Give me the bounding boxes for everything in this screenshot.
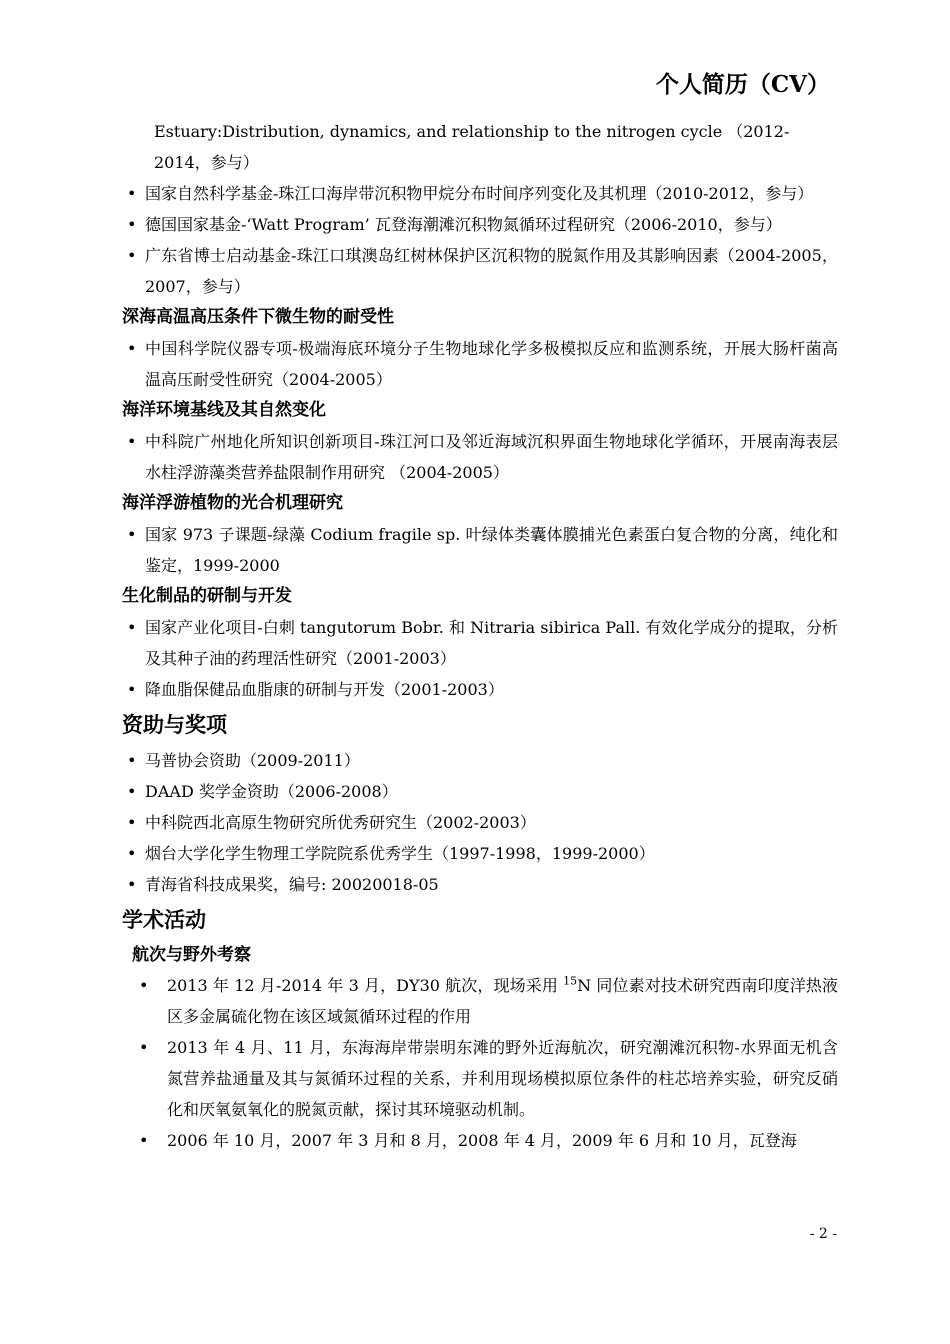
list-item: • 中国科学院仪器专项-极端海底环境分子生物地球化学多极模拟反应和监测系统，开展大肠杆菌高温高压耐受性研究（2004-2005）: [122, 333, 838, 395]
page-number: - 2 -: [809, 1226, 837, 1242]
list-item: • 降血脂保健品血脂康的研制与开发（2001-2003）: [122, 674, 838, 705]
list-item: • 中科院广州地化所知识创新项目-珠江河口及邻近海域沉积界面生物地球化学循环，开展南海表层水柱浮游藻类营养盐限制作用研究 （2004-2005）: [122, 426, 838, 488]
item-text: N 同位素对技术研究西南印度洋热液区多金属硫化物在该区域氮循环过程的作用: [167, 976, 838, 1026]
section-heading: 海洋环境基线及其自然变化: [122, 400, 326, 420]
cruise-list: [122, 970, 838, 1156]
list-item: • 国家 973 子课题-绿藻 Codium fragile sp. 叶绿体类囊体膜捕光色素蛋白复合物的分离，纯化和鉴定，1999-2000: [122, 519, 838, 581]
project-list: [122, 178, 838, 302]
awards-list: [122, 745, 838, 900]
list-item: • 青海省科技成果奖，编号: 20020018-05: [122, 869, 838, 900]
page-header-title: 个人简历（CV）: [655, 71, 830, 98]
list-item: • 烟台大学化学生物理工学院院系优秀学生（1997-1998，1999-2000）: [122, 838, 838, 869]
section-heading: 深海高温高压条件下微生物的耐受性: [122, 307, 394, 327]
section-list: [122, 612, 838, 705]
list-item: • DAAD 奖学金资助（2006-2008）: [122, 776, 838, 807]
list-item: • 德国国家基金-‘Watt Program’ 瓦登海潮滩沉积物氮循环过程研究（2006-2010，参与）: [122, 209, 838, 240]
document-body: [122, 116, 838, 1156]
list-item: • 马普协会资助（2009-2011）: [122, 745, 838, 776]
list-item: • 国家自然科学基金-珠江口海岸带沉积物甲烷分布时间序列变化及其机理（2010-2012，参与）: [122, 178, 838, 209]
list-item: • 2013 年 4 月、11 月，东海海岸带崇明东滩的野外近海航次，研究潮滩沉积物-水界面无机含氮营养盐通量及其与氮循环过程的关系，并利用现场模拟原位条件的柱芯培养实验，研究反硝化和厌氧氨氧化的脱氮贡献，探讨其环境驱动机制。: [122, 1032, 838, 1125]
list-item: [122, 970, 838, 1032]
item-text: 2013 年 12 月-2014 年 3 月，DY30 航次，现场采用: [167, 976, 564, 995]
section-heading: 生化制品的研制与开发: [122, 586, 292, 606]
project-continuation: Estuary:Distribution, dynamics, and relationship to the nitrogen cycle （2012-2014，参与）: [154, 122, 790, 172]
cruises-subheading: 航次与野外考察: [132, 945, 251, 965]
section-list: [122, 519, 838, 581]
list-item: • 广东省博士启动基金-珠江口琪澳岛红树林保护区沉积物的脱氮作用及其影响因素（2004-2005，2007，参与）: [122, 240, 838, 302]
section-list: [122, 333, 838, 395]
awards-heading: 资助与奖项: [122, 712, 227, 737]
section-list: [122, 426, 838, 488]
section-heading: 海洋浮游植物的光合机理研究: [122, 493, 343, 513]
list-item: • 2006 年 10 月，2007 年 3 月和 8 月，2008 年 4 月，2009 年 6 月和 10 月，瓦登海: [122, 1125, 838, 1156]
list-item: • 中科院西北高原生物研究所优秀研究生（2002-2003）: [122, 807, 838, 838]
activities-heading: 学术活动: [122, 907, 206, 932]
list-item: • 国家产业化项目-白刺 tangutorum Bobr. 和 Nitraria sibirica Pall. 有效化学成分的提取，分析及其种子油的药理活性研究（2001-2003）: [122, 612, 838, 674]
isotope-superscript: 15: [563, 974, 578, 988]
